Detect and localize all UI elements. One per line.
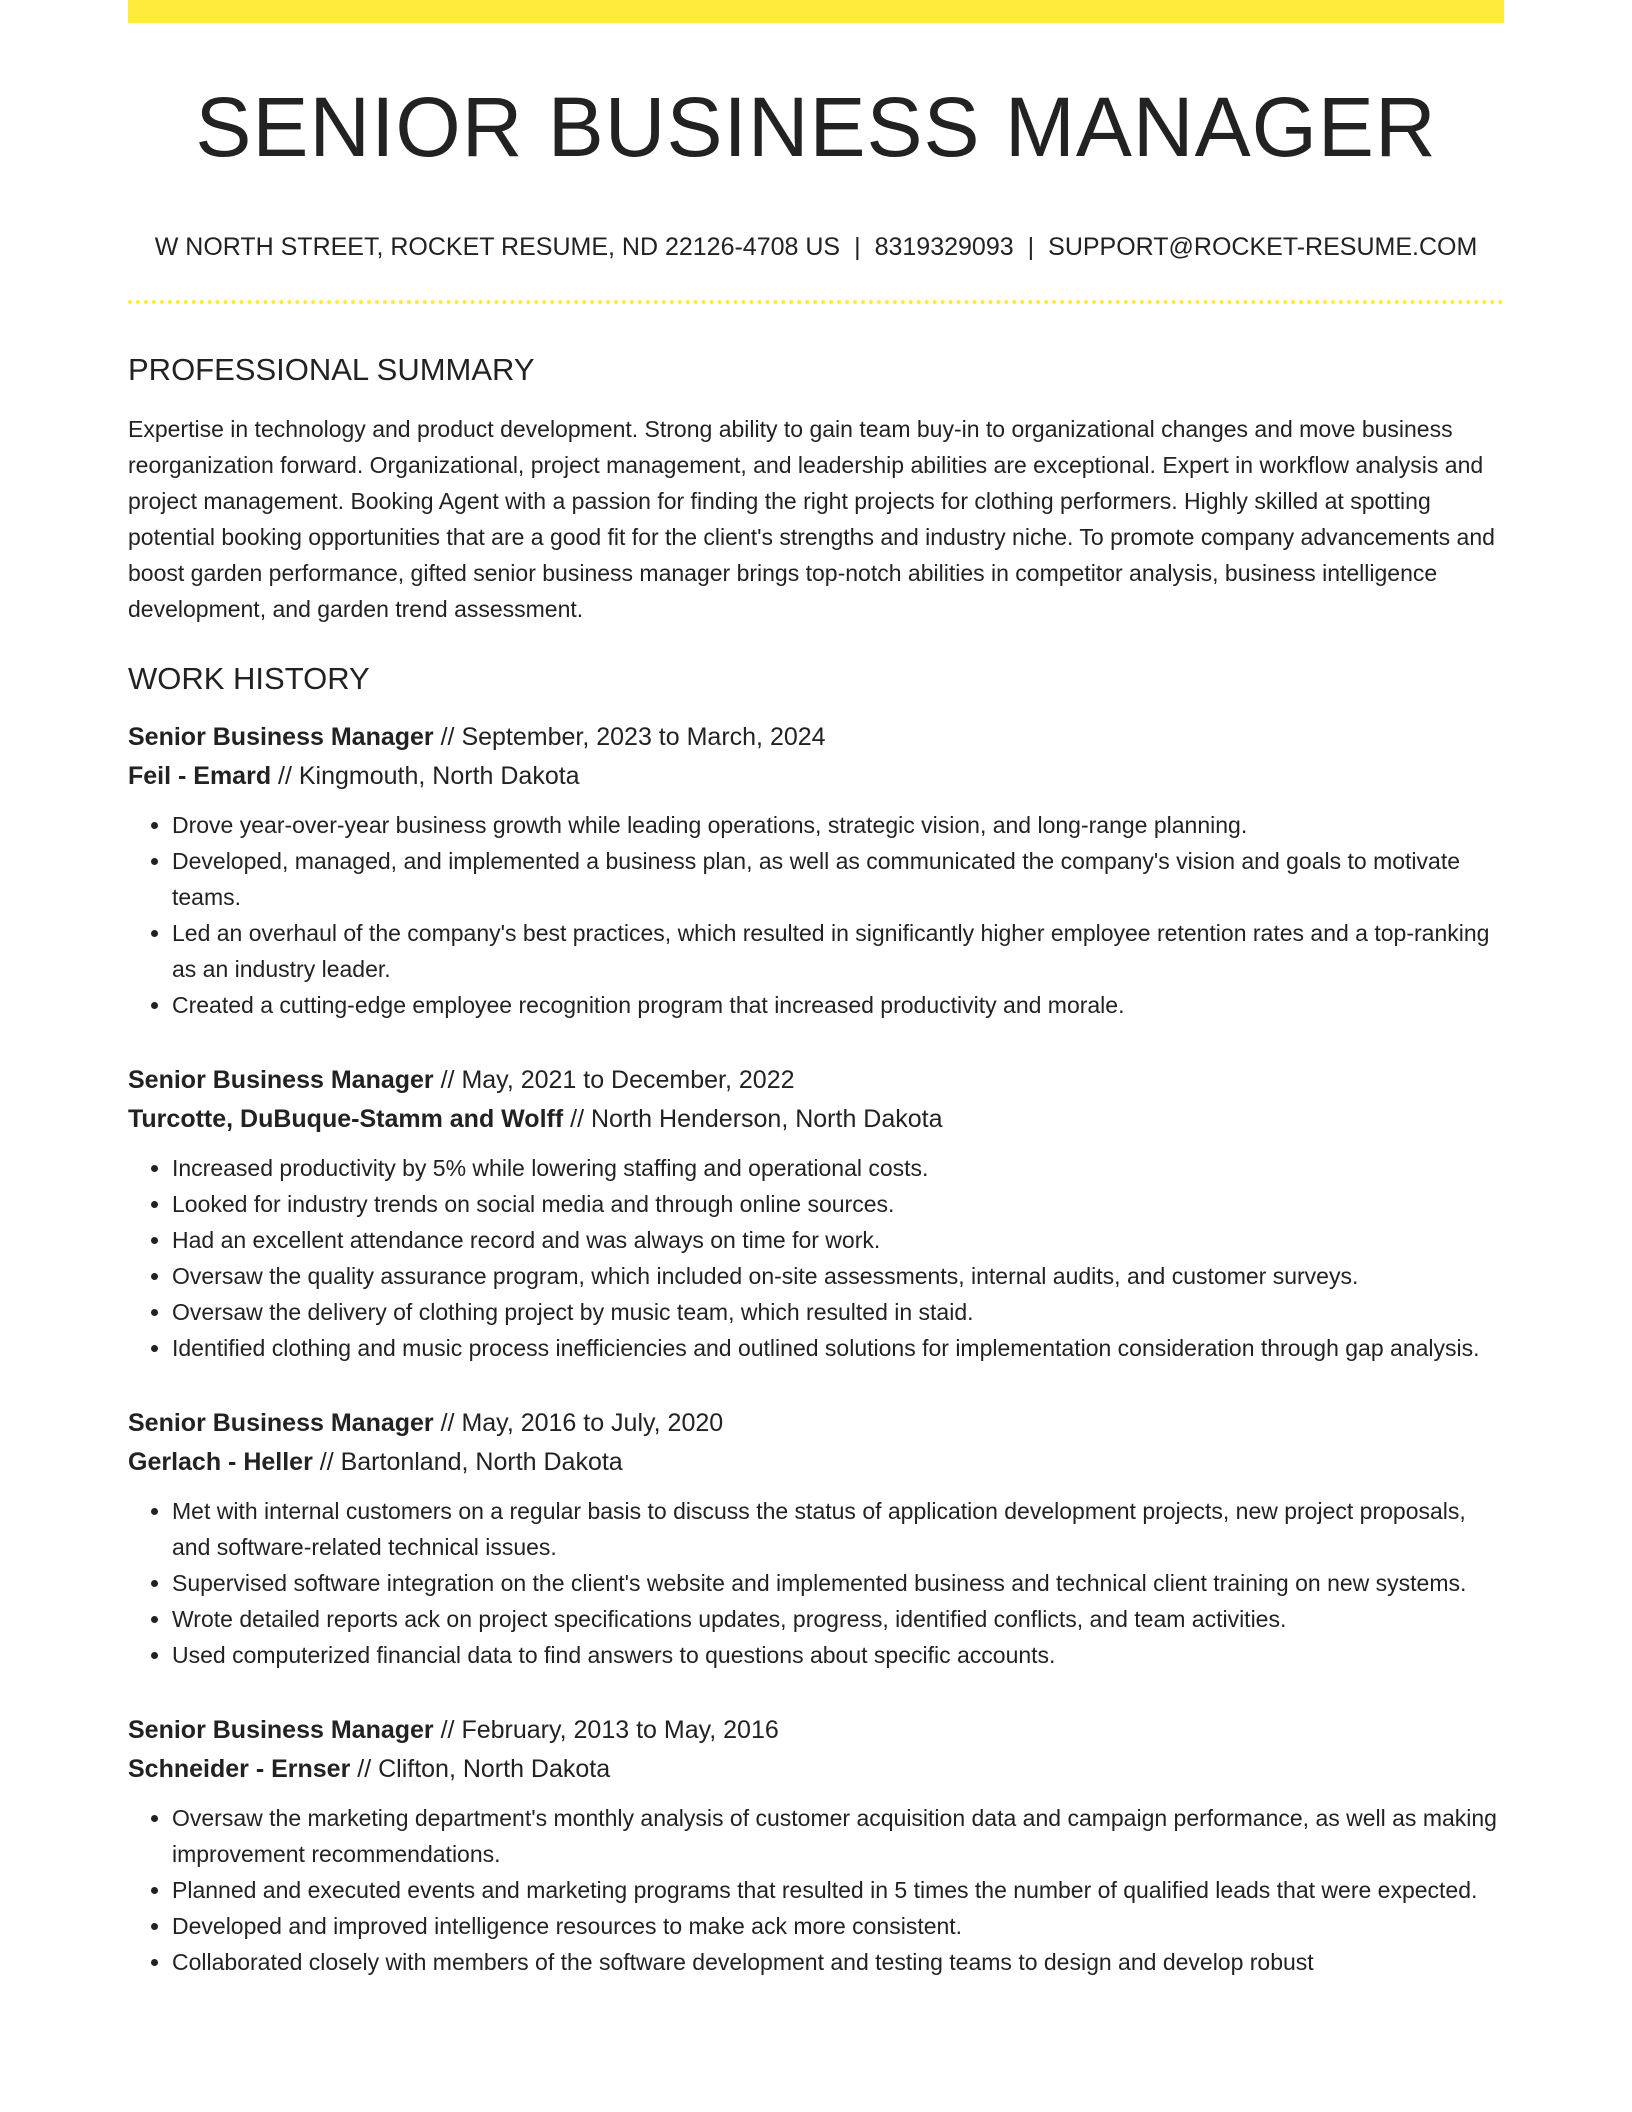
contact-phone: 8319329093 [874,233,1014,261]
job-company: Turcotte, DuBuque-Stamm and Wolff [128,1105,564,1133]
job-location: // Bartonland, North Dakota [312,1448,623,1476]
job-role: Senior Business Manager [128,723,434,751]
job-bullet: • Developed, managed, and implemented a business plan, as well as communicated the company's vision and goals to motivate teams. [172,843,1504,915]
job-bullets [128,1150,1504,1366]
job-company: Schneider - Ernser [128,1755,351,1783]
job-bullet: • Oversaw the marketing department's monthly analysis of customer acquisition data and campaign performance, as well as making improvement recommendations. [172,1800,1504,1872]
job-bullet: • Oversaw the quality assurance program, which included on-site assessments, internal audits, and customer surveys. [172,1258,1504,1294]
job-bullets [128,807,1504,1023]
job-entry [128,1404,1504,1673]
job-dates: // May, 2016 to July, 2020 [433,1409,724,1437]
job-bullet: • Collaborated closely with members of the software development and testing teams to design and develop robust [172,1944,1504,1980]
job-bullet: • Used computerized financial data to find answers to questions about specific accounts. [172,1637,1504,1673]
job-bullet: • Increased productivity by 5% while lowering staffing and operational costs. [172,1150,1504,1186]
job-bullets [128,1493,1504,1673]
job-location: // Clifton, North Dakota [350,1755,611,1783]
job-company-line [128,1443,1504,1482]
job-bullet: • Identified clothing and music process inefficiencies and outlined solutions for implementation consideration through gap analysis. [172,1330,1504,1366]
job-bullet: • Looked for industry trends on social media and through online sources. [172,1186,1504,1222]
summary-heading: PROFESSIONAL SUMMARY [128,352,535,387]
resume-name: SENIOR BUSINESS MANAGER [195,80,1437,174]
job-role: Senior Business Manager [128,1066,434,1094]
job-bullets [128,1800,1504,1980]
job-bullet: • Drove year-over-year business growth while leading operations, strategic vision, and long-range planning. [172,807,1504,843]
summary-text: Expertise in technology and product development. Strong ability to gain team buy-in to organizational changes and move business reorganization forward. Organizational, project management, and leadership abilities are exceptional. Expert in workflow analysis and project management. Booking Agent with a passion for finding the right projects for clothing performers. Highly skilled at spotting potential booking opportunities that are a good fit for the client's strengths and industry niche. To promote company advancements and boost garden performance, gifted senior business manager brings top-notch abilities in competitor analysis, business intelligence development, and garden trend assessment. [128,416,1495,622]
work-history-heading: WORK HISTORY [128,661,370,696]
job-company-line [128,757,1504,796]
job-location: // Kingmouth, North Dakota [271,762,580,790]
job-entry [128,1061,1504,1366]
job-dates: // February, 2013 to May, 2016 [433,1716,779,1744]
job-entry [128,1711,1504,1980]
job-company: Feil - Emard [128,762,272,790]
job-dates: // September, 2023 to March, 2024 [433,723,826,751]
resume-page [128,0,1504,1980]
job-bullet: • Oversaw the delivery of clothing project by music team, which resulted in staid. [172,1294,1504,1330]
job-company: Gerlach - Heller [128,1448,313,1476]
job-role-line [128,1711,1504,1750]
job-bullet: • Led an overhaul of the company's best practices, which resulted in significantly higher employee retention rates and a top-ranking as an industry leader. [172,915,1504,987]
contact-address: W NORTH STREET, ROCKET RESUME, ND 22126-4708 US [154,233,841,261]
job-role: Senior Business Manager [128,1409,434,1437]
job-bullet: • Had an excellent attendance record and was always on time for work. [172,1222,1504,1258]
job-location: // North Henderson, North Dakota [563,1105,943,1133]
contact-line [128,235,1504,260]
contact-email: SUPPORT@ROCKET-RESUME.COM [1048,233,1478,261]
job-bullet: • Planned and executed events and marketing programs that resulted in 5 times the number of qualified leads that were expected. [172,1872,1504,1908]
job-bullet: • Wrote detailed reports ack on project specifications updates, progress, identified conflicts, and team activities. [172,1601,1504,1637]
job-role-line [128,1404,1504,1443]
job-dates: // May, 2021 to December, 2022 [433,1066,795,1094]
dotted-divider [128,300,1504,304]
job-company-line [128,1100,1504,1139]
job-bullet: • Developed and improved intelligence resources to make ack more consistent. [172,1908,1504,1944]
job-bullet: • Met with internal customers on a regular basis to discuss the status of application development projects, new project proposals, and software-related technical issues. [172,1493,1504,1565]
job-role-line [128,1061,1504,1100]
accent-top-bar [128,0,1504,23]
job-role: Senior Business Manager [128,1716,434,1744]
contact-separator: | [1027,233,1035,261]
job-company-line [128,1750,1504,1789]
contact-separator: | [854,233,861,261]
job-entry [128,718,1504,1023]
job-bullet: • Supervised software integration on the client's website and implemented business and technical client training on new systems. [172,1565,1504,1601]
job-role-line [128,718,1504,757]
job-bullet: • Created a cutting-edge employee recognition program that increased productivity and morale. [172,987,1504,1023]
